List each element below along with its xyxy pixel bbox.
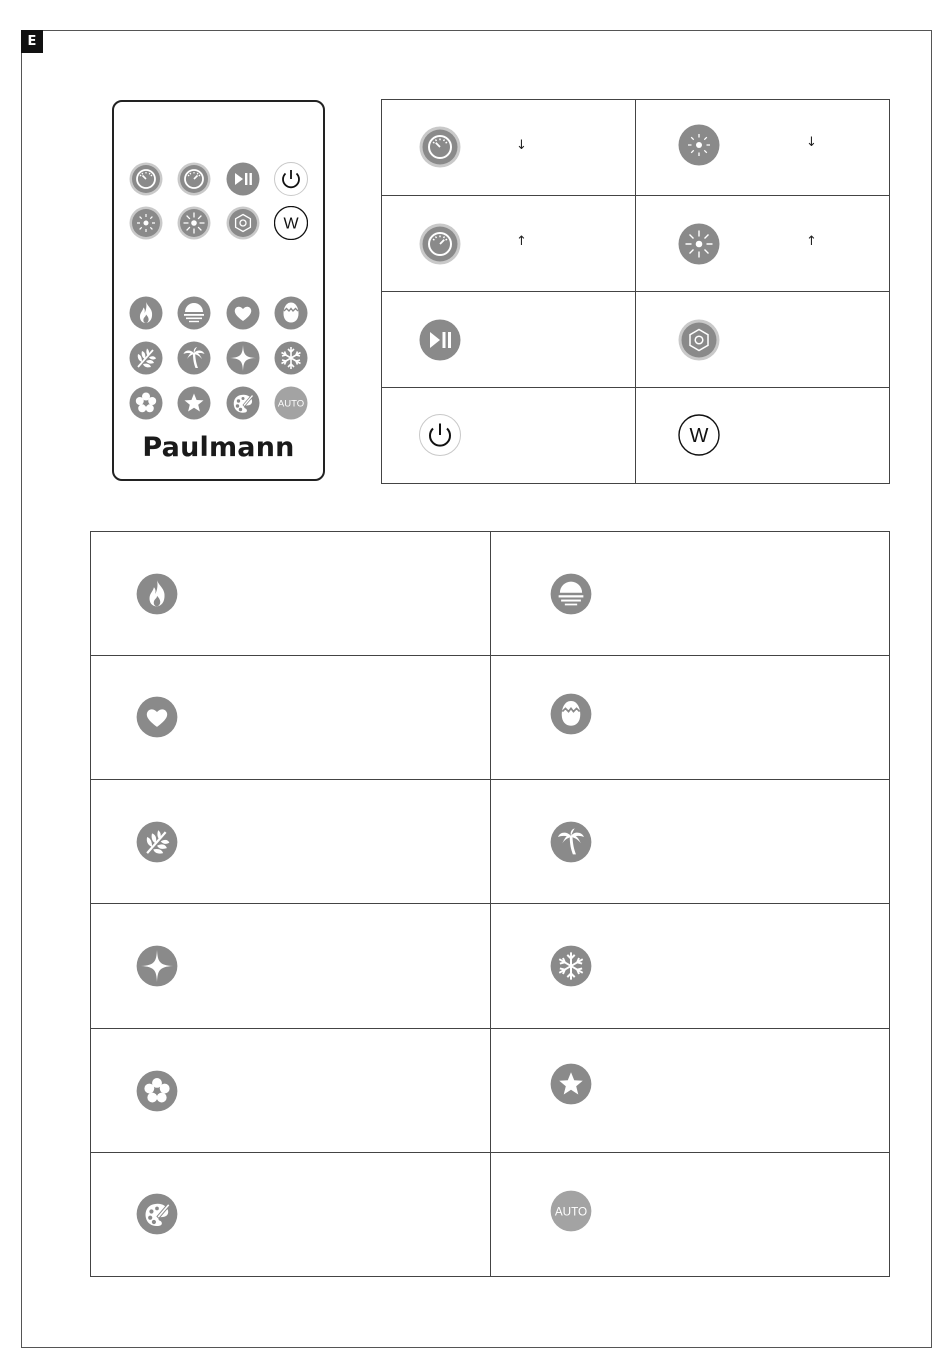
fire-icon xyxy=(136,573,178,615)
sparkle-cell-icon xyxy=(136,945,178,987)
remote-control xyxy=(112,100,325,481)
function-cell xyxy=(636,196,890,292)
scene-cell xyxy=(91,904,491,1028)
star-cell-icon xyxy=(550,1063,592,1105)
palm-cell-icon xyxy=(550,821,592,863)
scene-sunset-button[interactable] xyxy=(177,296,211,330)
play-pause-icon xyxy=(226,162,260,196)
scene-snowflake-button[interactable] xyxy=(274,341,308,375)
flower-icon xyxy=(129,386,163,420)
leaf-icon xyxy=(136,821,178,863)
brightness-down-cell-icon xyxy=(678,124,720,166)
auto-label: AUTO xyxy=(554,1205,587,1219)
scene-egg-button[interactable] xyxy=(274,296,308,330)
brand-logo: Paulmann xyxy=(142,432,295,463)
egg-icon xyxy=(274,296,308,330)
sparkle-icon xyxy=(136,945,178,987)
fire-icon xyxy=(129,296,163,330)
scene-sparkle-button[interactable] xyxy=(226,341,260,375)
leaf-icon xyxy=(129,341,163,375)
heart-cell-icon xyxy=(136,696,178,738)
hexagon-mode-icon xyxy=(226,206,260,240)
function-cell xyxy=(636,292,890,388)
scene-fire-button[interactable] xyxy=(129,296,163,330)
speed-up-button[interactable] xyxy=(177,162,211,196)
mode-cell-icon xyxy=(678,319,720,361)
power-icon xyxy=(274,162,308,196)
scene-cell xyxy=(490,780,890,904)
palm-tree-icon xyxy=(177,341,211,375)
function-cell xyxy=(636,100,890,196)
scene-palm-button[interactable] xyxy=(177,341,211,375)
snowflake-cell-icon xyxy=(550,945,592,987)
play-pause-cell-icon xyxy=(419,319,461,361)
sunset-icon xyxy=(550,573,592,615)
fire-cell-icon xyxy=(136,573,178,615)
scene-cell xyxy=(490,1152,890,1276)
flower-cell-icon xyxy=(136,1070,178,1112)
leaf-cell-icon xyxy=(136,821,178,863)
palette-icon xyxy=(226,386,260,420)
sparkle-icon xyxy=(226,341,260,375)
language-tag: E xyxy=(21,30,43,53)
brightness-up-icon xyxy=(678,223,720,265)
function-table xyxy=(381,99,890,484)
function-cell xyxy=(382,388,636,484)
scene-cell xyxy=(490,904,890,1028)
scene-palette-button[interactable] xyxy=(226,386,260,420)
scene-cell xyxy=(91,1152,491,1276)
speed-up-icon xyxy=(177,162,211,196)
scene-heart-button[interactable] xyxy=(226,296,260,330)
play-pause-icon xyxy=(419,319,461,361)
function-cell xyxy=(382,292,636,388)
heart-icon xyxy=(226,296,260,330)
egg-cell-icon xyxy=(550,693,592,735)
star-icon xyxy=(550,1063,592,1105)
power-icon xyxy=(419,414,461,456)
power-cell-icon xyxy=(419,414,461,456)
palette-cell-icon xyxy=(136,1193,178,1235)
function-cell xyxy=(636,388,890,484)
scene-cell xyxy=(490,656,890,780)
snowflake-icon xyxy=(274,341,308,375)
power-button[interactable] xyxy=(274,162,308,196)
hexagon-mode-icon xyxy=(678,319,720,361)
brightness-down-icon xyxy=(678,124,720,166)
speed-up-icon xyxy=(419,223,461,265)
brightness-up-cell-icon xyxy=(678,223,720,265)
speed-up-cell-icon xyxy=(419,223,461,265)
palm-tree-icon xyxy=(550,821,592,863)
decrease-arrow: ↓ xyxy=(516,138,527,153)
play-pause-button[interactable] xyxy=(226,162,260,196)
brightness-down-button[interactable] xyxy=(129,206,163,240)
star-icon xyxy=(177,386,211,420)
white-cell-icon xyxy=(678,414,720,456)
speed-down-icon xyxy=(419,126,461,168)
auto-icon xyxy=(274,386,308,420)
white-w-icon xyxy=(678,414,720,456)
speed-down-icon xyxy=(129,162,163,196)
scene-cell xyxy=(91,656,491,780)
brightness-up-button[interactable] xyxy=(177,206,211,240)
flower-icon xyxy=(136,1070,178,1112)
auto-cell-icon xyxy=(550,1190,592,1232)
brightness-up-icon xyxy=(177,206,211,240)
white-w-icon xyxy=(274,206,308,240)
speed-down-cell-icon xyxy=(419,126,461,168)
snowflake-icon xyxy=(550,945,592,987)
palette-icon xyxy=(136,1193,178,1235)
mode-button[interactable] xyxy=(226,206,260,240)
auto-icon xyxy=(550,1190,592,1232)
scene-leaf-button[interactable] xyxy=(129,341,163,375)
sunset-cell-icon xyxy=(550,573,592,615)
scene-cell xyxy=(91,532,491,656)
brightness-down-icon xyxy=(129,206,163,240)
scene-cell xyxy=(490,1028,890,1152)
scene-star-button[interactable] xyxy=(177,386,211,420)
scene-flower-button[interactable] xyxy=(129,386,163,420)
egg-icon xyxy=(550,693,592,735)
increase-arrow: ↑ xyxy=(806,234,817,249)
scene-cell xyxy=(91,780,491,904)
white-w-label: W xyxy=(689,425,709,447)
sunset-icon xyxy=(177,296,211,330)
scene-cell xyxy=(91,1028,491,1152)
heart-icon xyxy=(136,696,178,738)
white-w-label: W xyxy=(283,215,299,233)
speed-down-button[interactable] xyxy=(129,162,163,196)
scene-auto-button[interactable] xyxy=(274,386,308,420)
auto-label: AUTO xyxy=(277,398,305,410)
decrease-arrow: ↓ xyxy=(806,135,817,150)
function-cell xyxy=(382,100,636,196)
increase-arrow: ↑ xyxy=(516,234,527,249)
function-cell xyxy=(382,196,636,292)
scene-cell xyxy=(490,532,890,656)
scene-table xyxy=(90,531,890,1277)
white-button[interactable] xyxy=(274,206,308,240)
